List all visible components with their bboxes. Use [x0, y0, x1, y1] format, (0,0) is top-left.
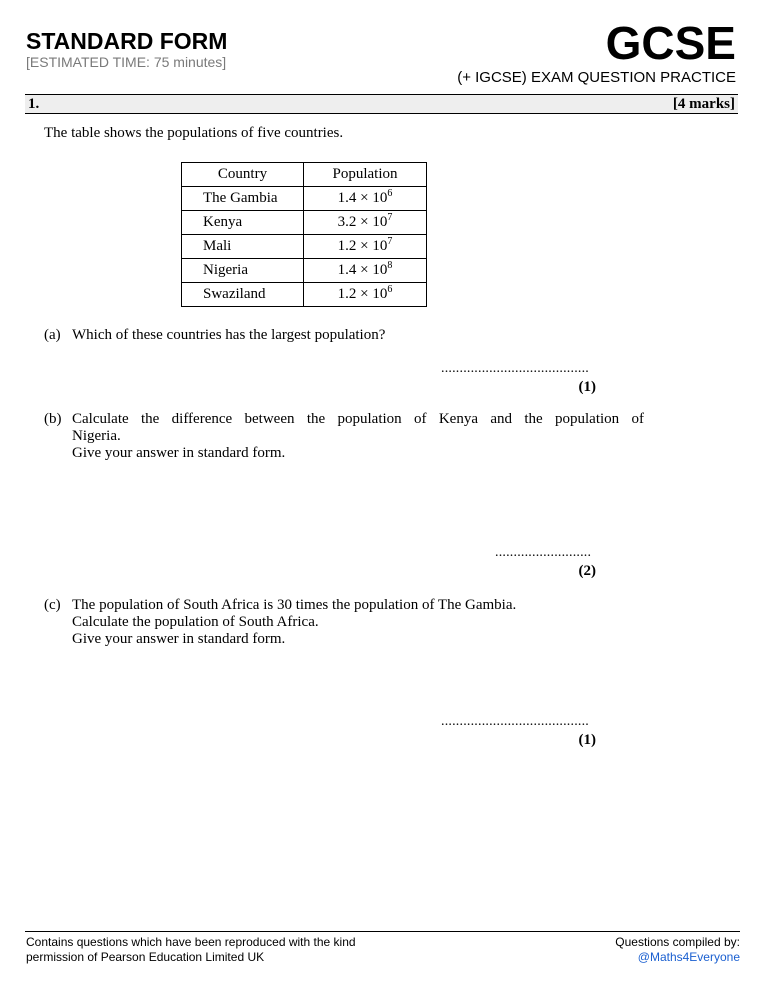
part-text: Give your answer in standard form.: [72, 445, 286, 461]
table-row: [182, 187, 427, 211]
population-mantissa: 1.2 × 10: [337, 286, 388, 302]
part-label: (b): [44, 411, 62, 427]
country-cell: The Gambia: [182, 187, 304, 211]
population-cell: [304, 187, 427, 211]
question-number: 1.: [28, 96, 40, 112]
footer-divider: [25, 931, 740, 932]
part-b-marks: (2): [578, 563, 596, 579]
population-mantissa: 1.4 × 10: [337, 262, 388, 278]
part-text: Give your answer in standard form.: [72, 631, 286, 647]
footer-left-line: Contains questions which have been reproduced with the kind: [26, 935, 356, 949]
column-header-country: Country: [182, 163, 304, 187]
footer-credit: [615, 935, 740, 965]
estimated-time: [ESTIMATED TIME: 75 minutes]: [26, 54, 227, 70]
population-exponent: 7: [387, 236, 393, 247]
question-header-bar: [25, 94, 738, 114]
question-intro: The table shows the populations of five countries.: [44, 125, 344, 141]
part-label: (a): [44, 327, 61, 343]
population-table: [181, 162, 427, 307]
population-mantissa: 1.4 × 10: [337, 190, 388, 206]
brand-title: GCSE: [605, 17, 736, 69]
answer-line-c[interactable]: ........................................: [441, 714, 589, 729]
table-row: [182, 211, 427, 235]
part-text: The population of South Africa is 30 times the population of The Gambia.: [72, 597, 517, 613]
footer-right-line: Questions compiled by:: [615, 935, 740, 949]
part-text: Nigeria.: [72, 428, 121, 444]
table-row: [182, 259, 427, 283]
country-cell: Kenya: [182, 211, 304, 235]
population-exponent: 8: [387, 260, 393, 271]
population-cell: [304, 235, 427, 259]
part-text: Calculate the difference between the population of Kenya and the population of: [72, 411, 644, 427]
author-link[interactable]: @Maths4Everyone: [637, 950, 740, 964]
table-row: [182, 283, 427, 307]
part-text: Calculate the population of South Africa.: [72, 614, 319, 630]
population-exponent: 7: [387, 212, 393, 223]
question-marks: [4 marks]: [672, 96, 735, 112]
part-c-marks: (1): [578, 732, 596, 748]
table-row: [182, 235, 427, 259]
population-mantissa: 3.2 × 10: [337, 214, 388, 230]
answer-line-b[interactable]: ..........................: [495, 545, 592, 560]
population-cell: [304, 259, 427, 283]
country-cell: Nigeria: [182, 259, 304, 283]
column-header-population: Population: [304, 163, 427, 187]
footer-copyright: [26, 935, 356, 965]
population-cell: [304, 211, 427, 235]
part-a-marks: (1): [578, 379, 596, 395]
answer-line-a[interactable]: ........................................: [441, 361, 589, 376]
population-exponent: 6: [387, 284, 393, 295]
footer-left-line: permission of Pearson Education Limited UK: [26, 950, 265, 964]
population-exponent: 6: [387, 188, 393, 199]
country-cell: Swaziland: [182, 283, 304, 307]
table-header-row: [182, 163, 427, 187]
brand-subtitle: (+ IGCSE) EXAM QUESTION PRACTICE: [457, 69, 736, 86]
population-mantissa: 1.2 × 10: [337, 238, 388, 254]
part-label: (c): [44, 597, 61, 613]
country-cell: Mali: [182, 235, 304, 259]
part-text: Which of these countries has the largest population?: [72, 327, 386, 343]
page-title: STANDARD FORM: [26, 28, 228, 54]
population-cell: [304, 283, 427, 307]
